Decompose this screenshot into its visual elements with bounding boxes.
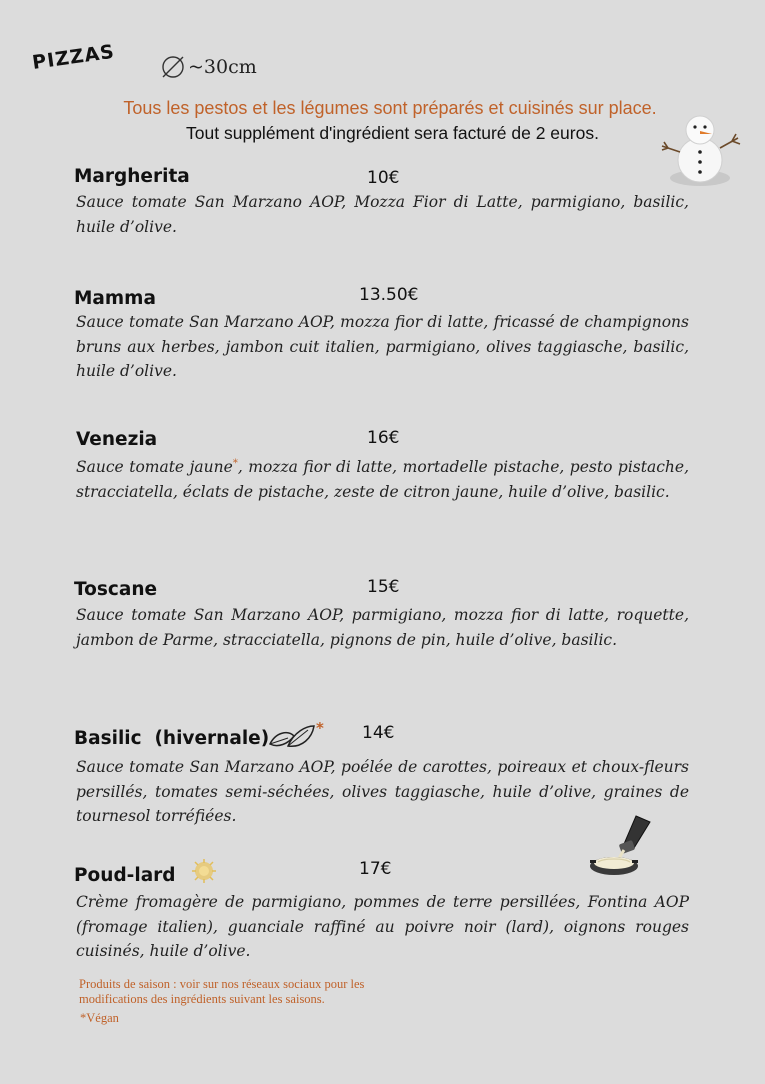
leaf-icon xyxy=(266,722,316,752)
pizza-description-margherita: Sauce tomate San Marzano AOP, Mozza Fior di Latte, parmigiano, basilic, huile d’olive. xyxy=(76,193,689,236)
basilic-vegan-star: * xyxy=(316,719,324,737)
pizza-price-mamma: 13.50€ xyxy=(359,285,419,305)
snowman-icon xyxy=(656,108,746,192)
pizza-name-poud-lard: Poud-lard xyxy=(74,865,176,886)
venezia-desc-part1: Sauce tomate jaune xyxy=(76,458,233,477)
supplement-note: Tout supplément d'ingrédient sera facturé de 2 euros. xyxy=(186,123,599,143)
pizza-price-basilic: 14€ xyxy=(362,723,395,743)
pizza-description-basilic: Sauce tomate San Marzano AOP, poélée de carottes, poireaux et choux-fleurs persillés, tomates semi-séchées, olives taggiasche, huile d’olive, graines de tournesol torréfiées. xyxy=(76,758,689,825)
seasonal-note: Produits de saison : voir sur nos réseaux sociaux pour les modifications des ingrédients suivant les saisons. xyxy=(79,977,365,1006)
pizza-name-toscane: Toscane xyxy=(74,579,158,600)
pizza-name-mamma: Mamma xyxy=(74,288,156,309)
diameter-icon xyxy=(160,54,186,80)
vegan-legend: *Végan xyxy=(80,1011,119,1025)
cheese-sparkle-icon xyxy=(190,857,218,885)
pizza-name-venezia: Venezia xyxy=(76,429,158,450)
pizza-size xyxy=(160,54,257,80)
pizza-price-venezia: 16€ xyxy=(367,428,400,448)
pizza-description-mamma: Sauce tomate San Marzano AOP, mozza fior di latte, fricassé de champignons bruns aux herbes, jambon cuit italien, parmigiano, olives taggiasche, basilic, huile d’olive. xyxy=(76,313,689,380)
venezia-desc-part2: , mozza fior di latte, mortadelle pistache, pesto pistache, stracciatella, éclats de pistache, zeste de citron jaune, huile d’olive, basilic. xyxy=(76,458,689,501)
section-title: PIZZAS xyxy=(30,40,117,74)
size-text: ~30cm xyxy=(188,56,257,78)
pizza-price-poud-lard: 17€ xyxy=(359,859,392,879)
raclette-icon xyxy=(584,812,660,880)
pizza-price-margherita: 10€ xyxy=(367,168,400,188)
preparation-note: Tous les pestos et les légumes sont préparés et cuisinés sur place. xyxy=(123,98,657,118)
pizza-price-toscane: 15€ xyxy=(367,577,400,597)
pizza-description-venezia xyxy=(76,452,689,504)
pizza-description-toscane: Sauce tomate San Marzano AOP, parmigiano, mozza fior di latte, roquette, jambon de Parme, stracciatella, pignons de pin, huile d’olive, basilic. xyxy=(76,606,689,649)
venezia-vegan-star: * xyxy=(232,458,238,469)
pizza-name-margherita: Margherita xyxy=(74,166,190,187)
pizza-description-poud-lard: Crème fromagère de parmigiano, pommes de terre persillées, Fontina AOP (fromage italien), guanciale raffiné au poivre noir (lard), oignons rouges cuisinés, huile d’olive. xyxy=(76,893,689,960)
pizza-name-basilic: Basilic (hivernale) xyxy=(74,728,270,749)
